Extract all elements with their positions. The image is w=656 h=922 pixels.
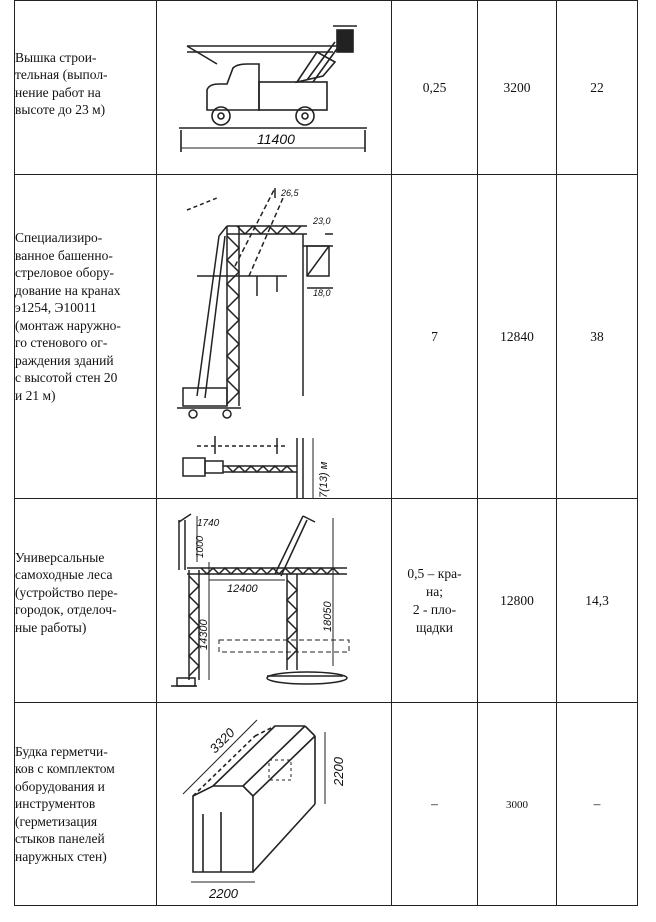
scaffolding-drawing bbox=[157, 500, 391, 702]
row-1-col5: 22 bbox=[557, 1, 638, 175]
dim-1000: 1000 bbox=[195, 535, 206, 558]
row-4-col3: – bbox=[392, 703, 478, 906]
row-3-col5: 14,3 bbox=[557, 499, 638, 703]
row-2-name: Специализиро- ванное башенно- стреловое обору- дование на кранах э1254, Э10011 (монтаж наружно- го стенового ог- раждения зданий с высотой стен 20 и 21 м) bbox=[15, 230, 121, 403]
row-3-name-cell bbox=[15, 499, 157, 703]
row-2-col5: 38 bbox=[557, 175, 638, 499]
row-4-name-cell bbox=[15, 703, 157, 906]
dim-3320: 3320 bbox=[206, 724, 238, 756]
dim-18050: 18050 bbox=[322, 600, 334, 632]
row-1-name: Вышка строи- тельная (выпол- нение работ на высоте до 23 м) bbox=[15, 49, 108, 117]
dim-2200-width: 2200 bbox=[209, 885, 238, 901]
dim-11400: 11400 bbox=[257, 130, 295, 147]
dim-18-0: 18,0 bbox=[313, 287, 331, 298]
row-4-col4: 3000 bbox=[478, 703, 557, 906]
row-3-col4: 12800 bbox=[478, 499, 557, 703]
sealer-booth-drawing bbox=[157, 704, 391, 905]
row-2-name-cell bbox=[15, 175, 157, 499]
equipment-table bbox=[14, 0, 638, 906]
row-4-col5: – bbox=[557, 703, 638, 906]
row-4-name: Будка герметчи- ков с комплектом оборудования и инструментов (герметизация стыков панелей наружных стен) bbox=[15, 743, 115, 864]
dim-2200-height: 2200 bbox=[331, 756, 346, 786]
dim-23-0: 23,0 bbox=[313, 215, 331, 226]
aerial-platform-drawing bbox=[157, 2, 391, 174]
dim-12400: 12400 bbox=[227, 582, 258, 595]
row-2-figure-cell bbox=[157, 175, 392, 499]
row-1-figure-cell bbox=[157, 1, 392, 175]
table-row bbox=[15, 175, 638, 499]
row-1-name-cell bbox=[15, 1, 157, 175]
table-row bbox=[15, 499, 638, 703]
row-1-col3: 0,25 bbox=[392, 1, 478, 175]
row-3-col3: 0,5 – кра- на; 2 - пло- щадки bbox=[392, 499, 478, 703]
table-row bbox=[15, 703, 638, 906]
table-row bbox=[15, 1, 638, 175]
row-1-col4: 3200 bbox=[478, 1, 557, 175]
tower-crane-equipment-drawing bbox=[157, 176, 391, 498]
row-2-col3: 7 bbox=[392, 175, 478, 499]
dim-7-13m: 7(13) м bbox=[318, 461, 330, 498]
row-2-col4: 12840 bbox=[478, 175, 557, 499]
dim-26-5: 26,5 bbox=[281, 187, 299, 198]
dim-1740: 1740 bbox=[197, 517, 220, 529]
row-4-figure-cell bbox=[157, 703, 392, 906]
row-3-figure-cell bbox=[157, 499, 392, 703]
row-3-name: Универсальные самоходные леса (устройство пере- городок, отделоч- ные работы) bbox=[15, 549, 118, 635]
dim-14300: 14300 bbox=[198, 618, 210, 650]
